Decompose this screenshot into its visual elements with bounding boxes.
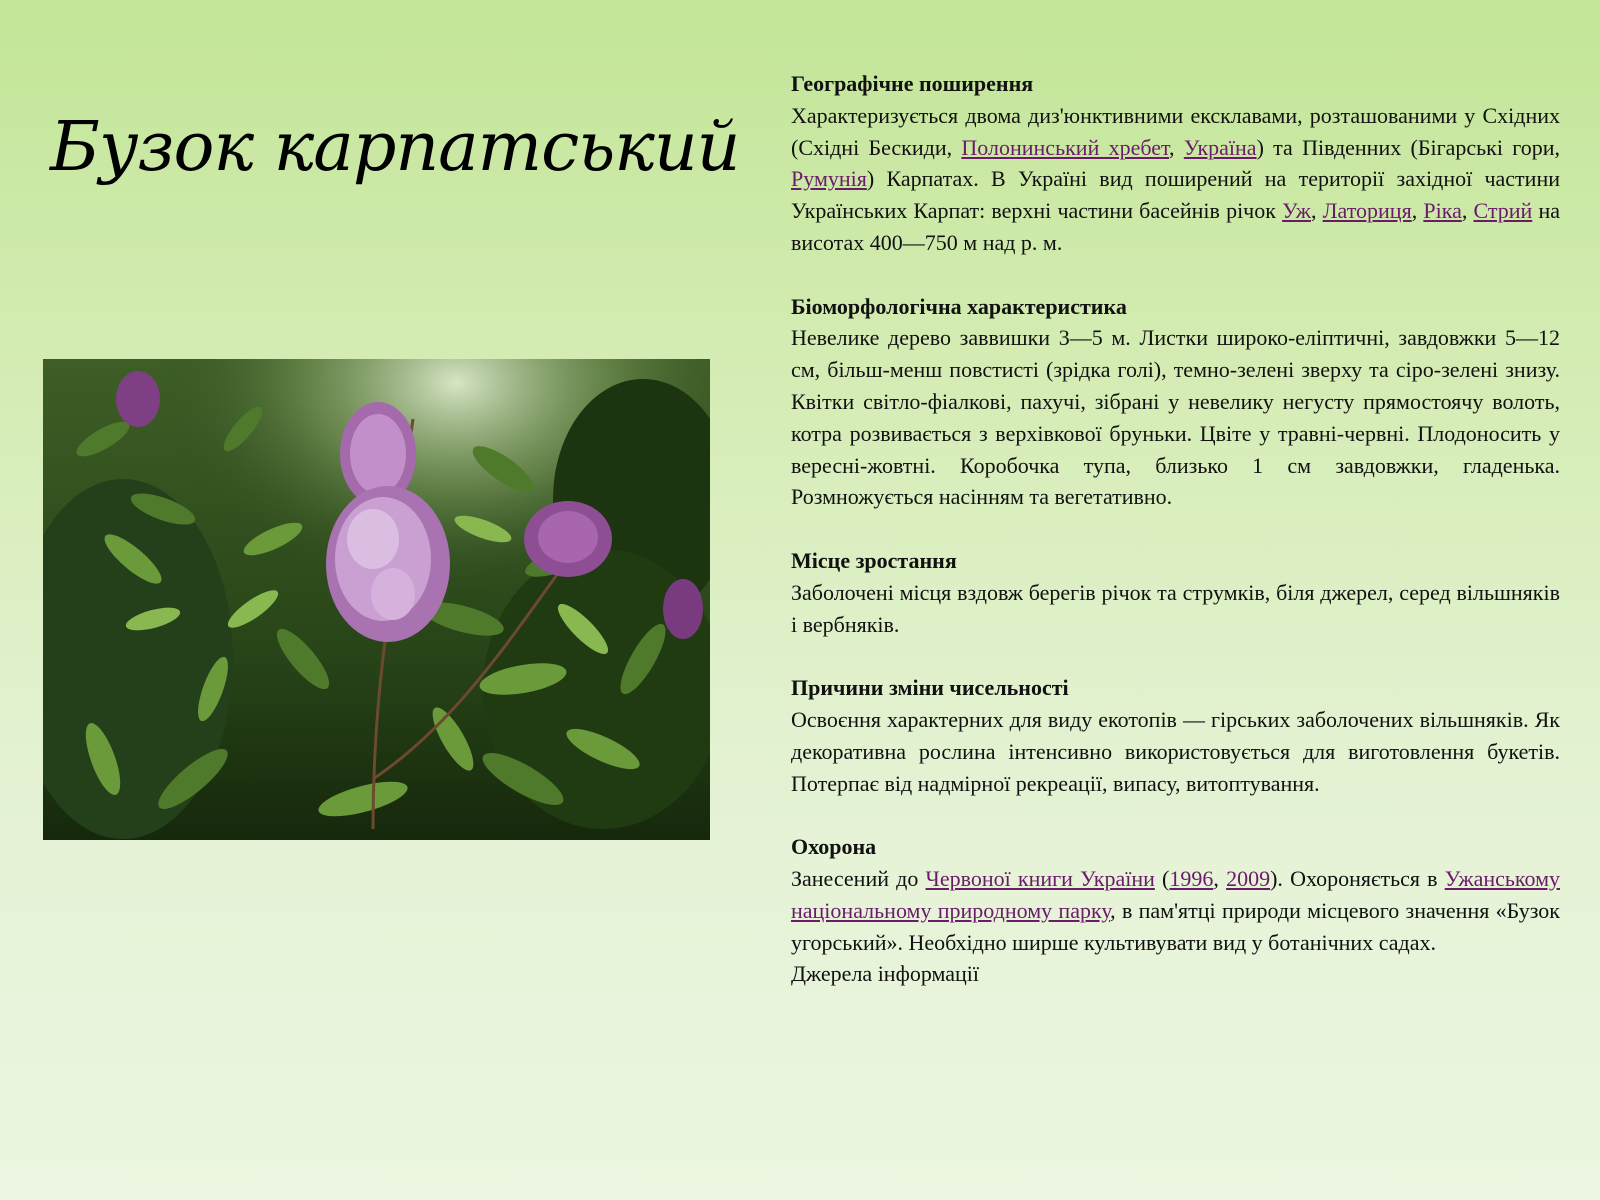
link-uzhanskyi-park[interactable]: Ужанському національному природному парку <box>791 865 1561 923</box>
section-title-geography: Географічне поширення <box>791 71 1034 96</box>
link-rika[interactable]: Ріка <box>1423 198 1462 224</box>
section-geography <box>791 68 1560 259</box>
section-biomorphology <box>791 291 1560 514</box>
section-protection <box>791 831 1560 990</box>
text-run: , <box>1461 198 1474 224</box>
link-uzh[interactable]: Уж <box>1282 198 1311 224</box>
text-run: ). Охороняється в <box>1270 865 1445 891</box>
description-text <box>791 68 1560 990</box>
link-rumuniia[interactable]: Румунія <box>791 166 867 192</box>
text-run: , в пам'ятці природи місцевого значення «Бузок угорський». Необхідно ширше культивувати вид у ботанічних садах. <box>791 897 1560 955</box>
text-run: ) Карпатах. В Україні вид поширений на території західної частини Українських Карпат: верхні частини басейнів річок <box>791 166 1560 224</box>
link-polonynskyi-khrebet[interactable]: Полонинський хребет <box>961 134 1170 160</box>
text-run: Характеризується двома диз'юнктивними ексклавами, розташованими у Східних (Східні Бескиди, <box>791 102 1560 160</box>
section-title-protection: Охорона <box>791 834 877 860</box>
text-run: на висотах 400—750 м над р. м. <box>791 198 1561 255</box>
link-ukraina[interactable]: Україна <box>1183 134 1257 160</box>
section-habitat <box>791 545 1560 640</box>
link-red-book-ukraine[interactable]: Червоної книги України <box>925 865 1155 891</box>
text-run: Занесений до <box>791 865 926 891</box>
text-run: , <box>1411 198 1424 224</box>
text-run: ( <box>1154 865 1170 891</box>
text-run: , <box>1169 134 1184 160</box>
lilac-photo <box>43 359 710 840</box>
section-body-protection <box>791 863 1560 958</box>
section-title-population-change: Причини зміни чисельності <box>791 675 1069 701</box>
section-body-biomorphology: Невелике дерево заввишки 3—5 м. Листки широко-еліптичні, завдовжки 5—12 см, більш-менш повстисті (зрідка голі), темно-зелені зверху та сіро-зелені знизу. Квітки світло-фіалкові, пахучі, зібрані у невелику негусту прямостоячу волоть, котра розвивається з верхівкової бруньки. Цвіте у травні-червні. Плодоносить у вересні-жовтні. Коробочка тупа, близько 1 см завдовжки, гладенька. Розмножується насінням та вегетативно. <box>791 325 1560 510</box>
text-run: , <box>1213 865 1227 891</box>
link-latorytsia[interactable]: Латориця <box>1322 198 1412 224</box>
sources-link[interactable]: Джерела інформації <box>791 961 980 987</box>
section-body-geography <box>791 100 1560 259</box>
slide-title: Бузок карпатський <box>50 108 740 187</box>
section-body-population-change: Освоєння характерних для виду екотопів — гірських заболочених вільшняків. Як декоративна рослина інтенсивно використовується для виготовлення букетів. Потерпає від надмірної рекреації, випасу, витоптування. <box>791 706 1560 796</box>
section-body-habitat: Заболочені місця вздовж берегів річок та струмків, біля джерел, серед вільшняків і вербняків. <box>791 579 1560 637</box>
section-title-habitat: Місце зростання <box>791 547 957 573</box>
text-run: , <box>1310 198 1323 224</box>
link-stryi[interactable]: Стрий <box>1473 198 1533 224</box>
link-year-1996[interactable]: 1996 <box>1169 865 1214 891</box>
section-population-change <box>791 672 1560 799</box>
lilac-photo-illustration <box>43 359 710 840</box>
text-run: ) та Південних (Бігарські гори, <box>1256 134 1560 160</box>
link-year-2009[interactable]: 2009 <box>1226 865 1271 891</box>
section-title-biomorphology: Біоморфологічна характеристика <box>791 293 1127 319</box>
